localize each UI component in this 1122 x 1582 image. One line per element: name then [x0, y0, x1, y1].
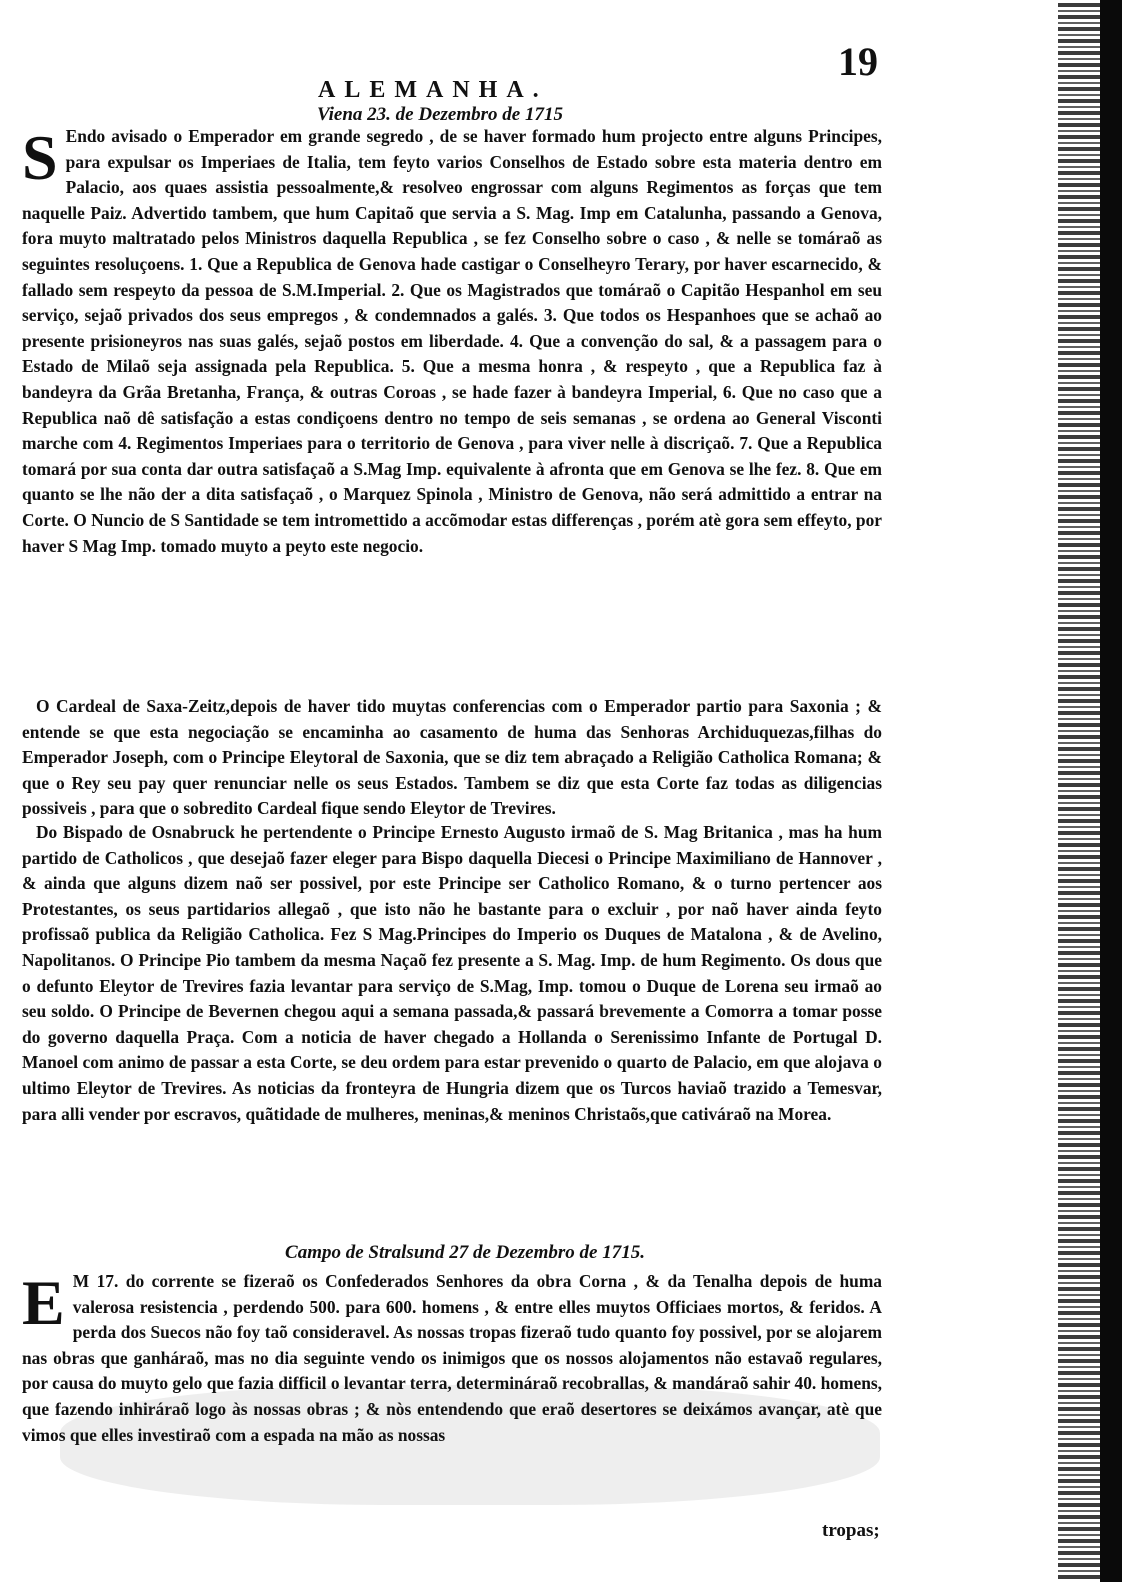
- paragraph-1: [22, 124, 882, 559]
- paragraph-3: Do Bispado de Osnabruck he pertendente o Principe Ernesto Augusto irmaõ de S. Mag Britanica , mas ha hum partido de Catholicos , que desejaõ fazer eleger para Bispo daquella Diecesi o Principe Maximiliano de Hannover , & ainda que alguns dizem naõ ser possivel, por este Principe ser Catholico Romano, & o turno pertencer aos Protestantes, os seus partidarios allegaõ , que isto não he bastante para o excluir , por naõ haver ainda feyto profissaõ publica da Religião Catholica. Fez S Mag.Principes do Imperio os Duques de Matalona , & de Avelino, Napolitanos. O Principe Pio tambem da mesma Naçaõ fez presente a S. Mag. Imp. de hum Regimento. Os dous que o defunto Eleytor de Trevires fazia levantar para serviço de S.Mag, Imp. tomou o Duque de Lorena seu irmaõ ao seu soldo. O Principe de Bevernen chegou aqui a semana passada,& passará brevemente a Comorra a tomar posse do governo daquella Praça. Com a noticia de haver chegado a Hollanda o Serenissimo Infante de Portugal D. Manoel com animo de passar a esta Corte, se deu ordem para estar prevenido o quarto de Palacio, em que alojava o ultimo Eleytor de Trevires. As noticias da fronteyra de Hungria dizem que os Turcos haviaõ trazido a Temesvar, para alli vender por escravos, quãtidade de mulheres, meninas,& meninos Christaõs,que cativáraõ na Morea.: [22, 822, 882, 1124]
- binding-edge: [1100, 0, 1122, 1582]
- section-title: ALEMANHA.: [318, 77, 548, 103]
- ink-smudge: [60, 1385, 880, 1505]
- paragraph-4-text: M 17. do corrente se fizeraõ os Confederados Senhores da obra Corna , & da Tenalha depois de huma valerosa resistencia , perdendo 500. para 600. homens , & entre elles muytos Officiaes mortos, & feridos. A perda dos Suecos não foy taõ consideravel. As nossas tropas fizeraõ tudo quanto foy possivel, por se alojarem nas obras que ganháraõ, mas no dia seguinte vendo os inimigos que os nossos alojamentos não estavaõ regulares, por causa do muyto gelo que fazia difficil o levantar terra, determináraõ recobrallas, & mandáraõ sahir 40. homens, que fazendo inhiráraõ logo às nossas obras ; & nòs entendendo que eraõ desertores se deixámos avançar, atè que vimos que elles investiraõ com a espada na mão as nossas: [22, 1271, 882, 1445]
- drop-cap-e: E: [22, 1267, 65, 1338]
- drop-cap-s: S: [22, 122, 58, 193]
- catchword: tropas;: [822, 1520, 880, 1541]
- dateline-stralsund: Campo de Stralsund 27 de Dezembro de 1715.: [285, 1242, 645, 1263]
- page-number: 19: [838, 39, 878, 84]
- dateline-vienna: Viena 23. de Dezembro de 1715: [317, 104, 563, 125]
- paragraph-2: O Cardeal de Saxa-Zeitz,depois de haver tido muytas conferencias com o Emperador partio para Saxonia ; & entende se que esta negociação se encaminha ao casamento de huma das Senhoras Archiduquezas,filhas do Emperador Joseph, com o Principe Eleytoral de Saxonia, que se diz tem abraçado a Religião Catholica Romana; & que o Rey seu pay quer renunciar nelle os seus Estados. Tambem se diz que esta Corte faz todas as diligencias possiveis , para que o sobredito Cardeal fique sendo Eleytor de Trevires.: [22, 696, 882, 819]
- paragraph-1-text: Endo avisado o Emperador em grande segredo , de se haver formado hum projecto entre alguns Principes, para expulsar os Imperiaes de Italia, tem feyto varios Conselhos de Estado sobre esta materia dentro em Palacio, aos quaes assistia pessoalmente,& resolveo engrossar com alguns Regimentos as forças que tem naquelle Paiz. Advertido tambem, que hum Capitaõ que servia a S. Mag. Imp em Catalunha, passando a Genova, fora muyto maltratado pelos Ministros daquella Republica , se fez Conselho sobre o caso , & nelle se tomáraõ as seguintes resoluçoens. 1. Que a Republica de Genova hade castigar o Conselheyro Terary, por haver escarnecido, & fallado sem respeyto da pessoa de S.M.Imperial. 2. Que os Magistrados que tomáraõ o Capitão Hespanhol em seu serviço, sejaõ privados dos seus empregos , & condemnados a galés. 3. Que todos os Hespanhoes que se achaõ ao presente prisioneyros nas suas galés, sejaõ postos em liberdade. 4. Que a convenção do sal, & a passagem para o Estado de Milaõ seja assignada pela Republica. 5. Que a mesma honra , & respeyto , que a Republica faz à bandeyra da Grãa Bretanha, França, & outras Coroas , se hade fazer à bandeyra Imperial, 6. Que no caso que a Republica naõ dê satisfação a estas condiçoens dentro no tempo de seis semanas , se ordena ao General Visconti marche com 4. Regimentos Imperiaes para o territorio de Genova , para viver nelle à discriçaõ. 7. Que a Republica tomará por sua conta dar outra satisfaçaõ a S.Mag Imp. equivalente à afronta que em Genova se lhe fez. 8. Que em quanto se lhe não der a dita satisfaçaõ , o Marquez Spinola , Ministro de Genova, não será admittido a entrar na Corte. O Nuncio de S Santidade se tem intromettido a accõmodar estas differenças , porém atè gora sem effeyto, por haver S Mag Imp. tomado muyto a peyto este negocio.: [22, 126, 882, 556]
